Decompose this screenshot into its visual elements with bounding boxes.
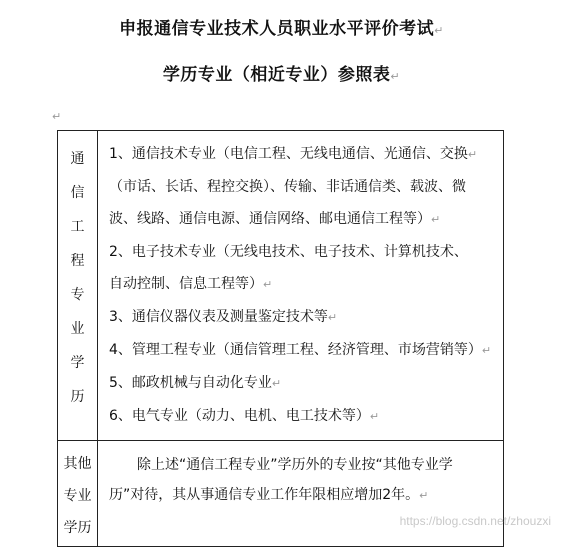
document-title-line1: 申报通信专业技术人员职业水平评价考试↵ — [119, 19, 444, 39]
table-row — [58, 131, 504, 441]
reference-table — [57, 130, 504, 547]
paragraph-mark: ↵ — [52, 110, 62, 123]
label-char: 程 — [70, 253, 85, 269]
label-char: 学 — [70, 355, 85, 371]
major-item-line: 2、电子技术专业（无线电技术、电子技术、计算机技术、 — [109, 244, 468, 260]
other-major-text-line: 除上述“通信工程专业”学历外的专业按“其他专业学 — [137, 457, 453, 473]
other-major-label: 其他 专业 学历 — [63, 456, 92, 536]
telecom-major-label — [59, 132, 96, 414]
major-item-line: 1、通信技术专业（电信工程、无线电通信、光通信、交换↵ — [109, 146, 478, 162]
other-major-text-cell — [98, 441, 504, 547]
other-major-text-line: 历”对待，其从事通信专业工作年限相应增加2年。↵ — [109, 487, 429, 503]
row-label-cell — [58, 441, 98, 547]
major-item-line: 波、线路、通信电源、通信网络、邮电通信工程等）↵ — [109, 211, 441, 227]
document-title-line2: 学历专业（相近专业）参照表↵ — [162, 65, 401, 85]
major-list-cell — [98, 131, 504, 441]
label-char: 历 — [70, 389, 85, 405]
label-char: 通 — [70, 151, 85, 167]
label-char: 信 — [70, 185, 85, 201]
table-row — [58, 441, 504, 547]
label-char: 专 — [70, 287, 85, 303]
major-item-line: 5、邮政机械与自动化专业↵ — [109, 375, 282, 391]
watermark: https://blog.csdn.net/zhouzxi — [399, 514, 551, 528]
label-char: 工 — [70, 219, 85, 235]
label-char: 业 — [70, 321, 85, 337]
row-label-cell — [58, 131, 98, 441]
major-item-line: 3、通信仪器仪表及测量鉴定技术等↵ — [109, 309, 338, 325]
major-item-line: 4、管理工程专业（通信管理工程、经济管理、市场营销等）↵ — [109, 342, 492, 358]
major-item-line: 自动控制、信息工程等）↵ — [109, 276, 273, 292]
major-item-line: （市话、长话、程控交换）、传输、非话通信类、载波、微 — [109, 179, 466, 195]
major-item-line: 6、电气专业（动力、电机、电工技术等）↵ — [109, 408, 380, 424]
